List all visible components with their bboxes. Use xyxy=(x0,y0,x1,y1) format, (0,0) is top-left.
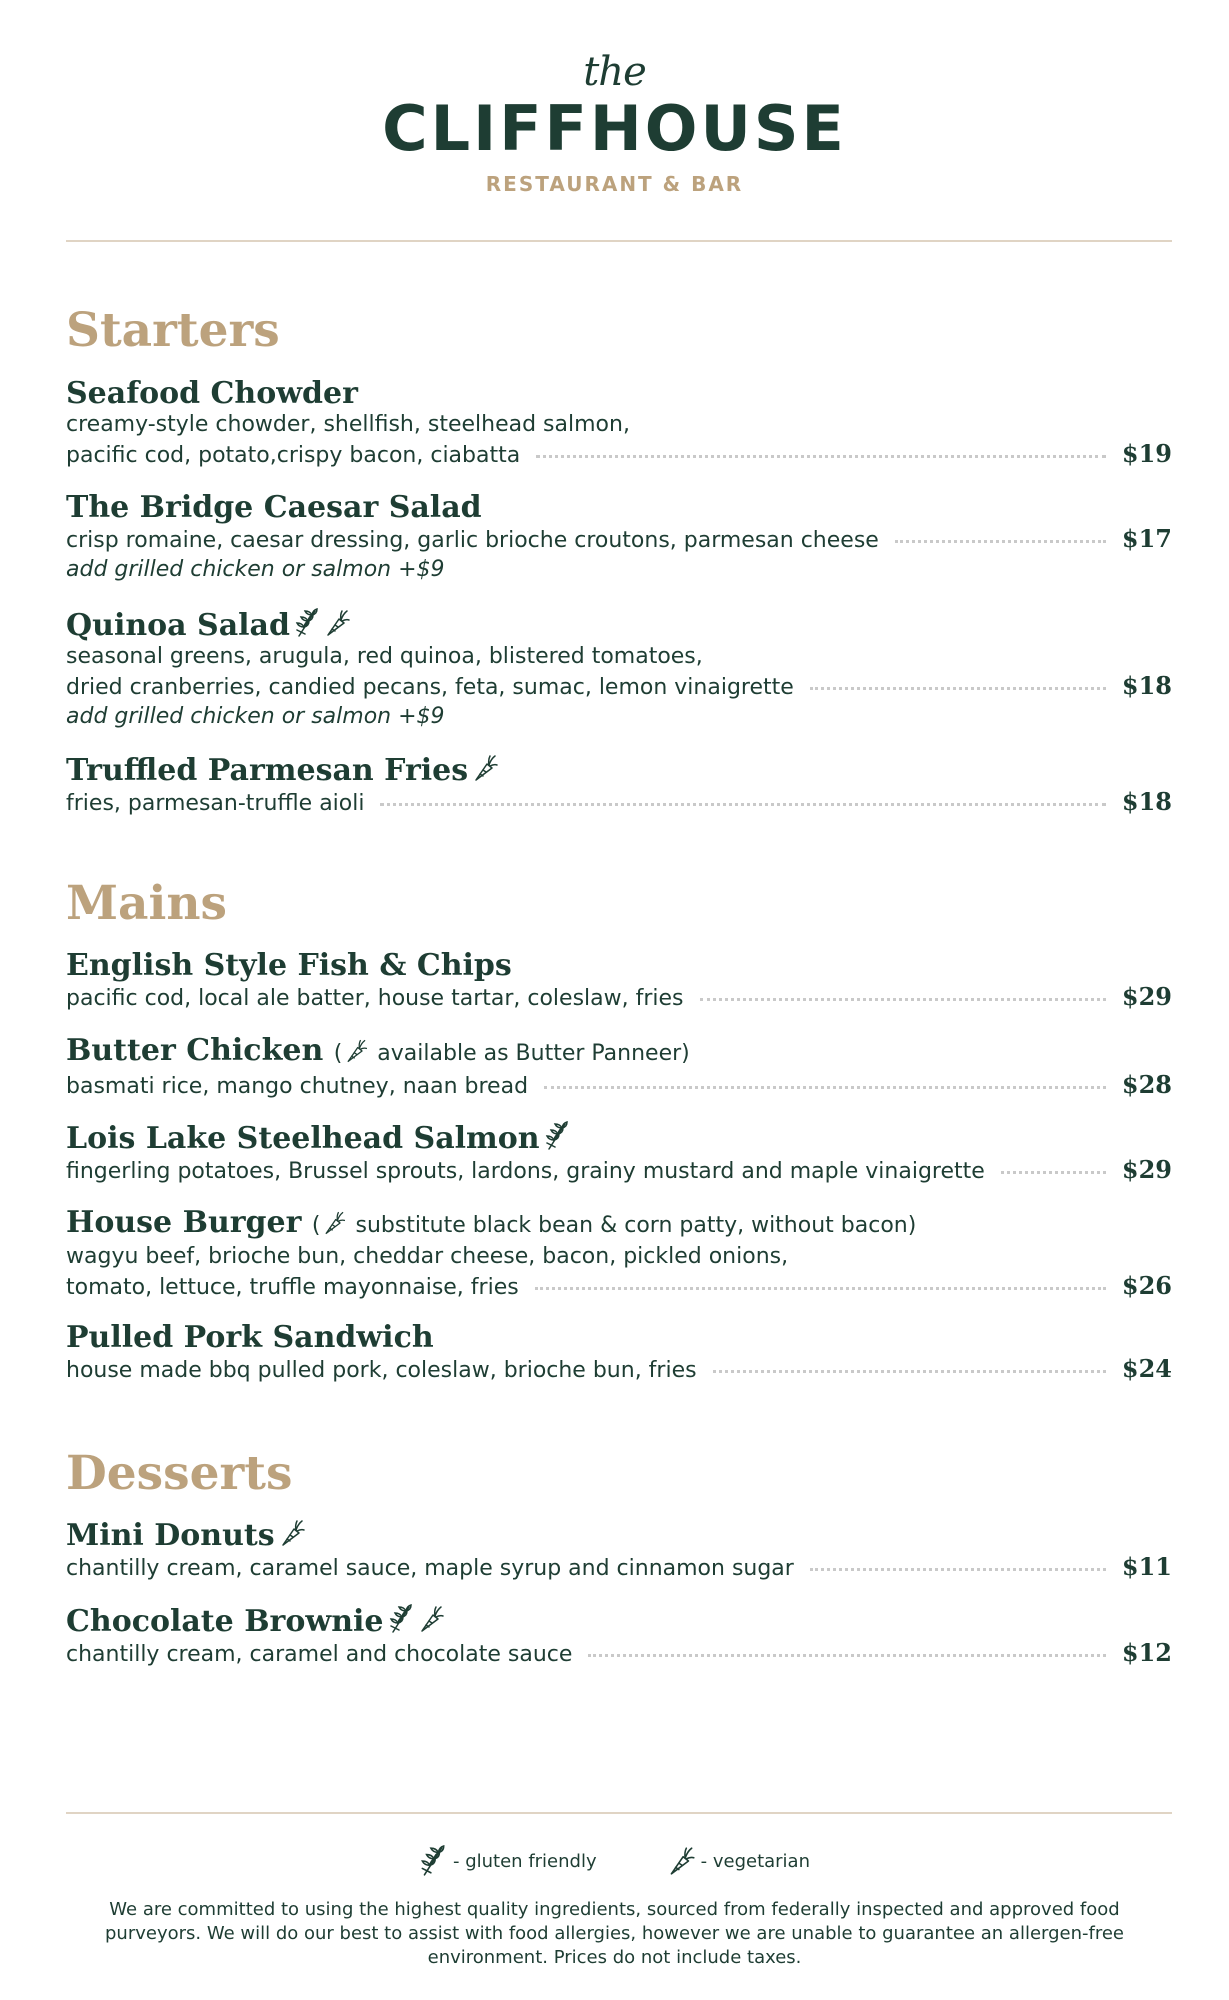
item-name: Lois Lake Steelhead Salmon xyxy=(66,1121,540,1156)
item-note-open: ( xyxy=(311,1213,321,1238)
item-description: chantilly cream, caramel and chocolate sauce xyxy=(66,1642,573,1667)
item-note-open: ( xyxy=(333,1041,343,1066)
item-price: $12 xyxy=(1121,1638,1172,1667)
legend-label: - vegetarian xyxy=(700,1850,810,1872)
item-name: Quinoa Salad xyxy=(66,608,290,643)
gluten-friendly-icon xyxy=(419,1845,447,1877)
item-name: Chocolate Brownie xyxy=(66,1604,384,1639)
item-price: $18 xyxy=(1121,787,1172,816)
allergy-disclaimer: We are committed to using the highest quality ingredients, sourced from federally inspected and approved food purveyors. We will do our best to assist with food allergies, however we are unable to guarantee an allergen-free environment. Prices do not include taxes. xyxy=(104,1899,1124,1968)
item-price: $19 xyxy=(1121,439,1172,468)
item-price: $29 xyxy=(1121,982,1172,1011)
item-note: substitute black bean & corn patty, without bacon) xyxy=(348,1213,917,1238)
legend-label: - gluten friendly xyxy=(453,1850,597,1872)
menu-item-butter-chicken xyxy=(66,1035,1172,1101)
item-name: Truffled Parmesan Fries xyxy=(66,753,469,788)
menu-item-mini-donuts xyxy=(66,1518,1172,1583)
item-price: $26 xyxy=(1121,1271,1172,1300)
menu-item-caesar-salad xyxy=(66,492,1172,584)
vegetarian-icon xyxy=(344,1038,368,1064)
dotted-leader xyxy=(588,1654,1105,1657)
item-name: The Bridge Caesar Salad xyxy=(66,490,482,525)
menu-item-steelhead-salmon xyxy=(66,1121,1172,1186)
item-name: Butter Chicken xyxy=(66,1033,324,1068)
item-price: $28 xyxy=(1121,1070,1172,1099)
item-description: tomato, lettuce, truffle mayonnaise, fries xyxy=(66,1275,519,1300)
dotted-leader xyxy=(536,455,1106,458)
dotted-leader xyxy=(700,998,1106,1001)
item-price: $24 xyxy=(1121,1354,1172,1383)
dotted-leader xyxy=(380,803,1105,806)
dietary-legend xyxy=(0,1845,1229,1877)
vegetarian-icon xyxy=(279,1518,305,1548)
vegetarian-icon xyxy=(418,1604,444,1634)
item-note: available as Butter Panneer) xyxy=(370,1041,690,1066)
logo-subtitle: RESTAURANT & BAR xyxy=(485,172,744,196)
menu-item-seafood-chowder xyxy=(66,378,1172,470)
dotted-leader xyxy=(1001,1171,1106,1174)
item-description: crisp romaine, caesar dressing, garlic brioche croutons, parmesan cheese xyxy=(66,528,879,553)
section-title-starters: Starters xyxy=(66,303,280,358)
logo-the-script: the xyxy=(583,49,646,95)
item-name: House Burger xyxy=(66,1205,302,1240)
item-name: Mini Donuts xyxy=(66,1518,275,1553)
item-name: Seafood Chowder xyxy=(66,376,358,411)
gluten-friendly-icon xyxy=(294,608,320,638)
item-price: $11 xyxy=(1121,1552,1172,1581)
dotted-leader xyxy=(713,1370,1106,1373)
gluten-friendly-icon xyxy=(388,1604,414,1634)
section-title-desserts: Desserts xyxy=(66,1446,293,1501)
vegetarian-icon xyxy=(324,608,350,638)
menu-item-truffled-fries xyxy=(66,753,1172,818)
footer-divider xyxy=(66,1812,1172,1814)
item-description: pacific cod, potato,crispy bacon, ciabatta xyxy=(66,443,521,468)
section-title-mains: Mains xyxy=(66,876,227,931)
dotted-leader xyxy=(535,1287,1106,1290)
item-name: English Style Fish & Chips xyxy=(66,948,512,983)
dotted-leader xyxy=(810,687,1106,690)
item-description: fingerling potatoes, Brussel sprouts, lardons, grainy mustard and maple vinaigrette xyxy=(66,1159,985,1184)
gluten-friendly-icon xyxy=(544,1121,570,1151)
item-description: dried cranberries, candied pecans, feta, sumac, lemon vinaigrette xyxy=(66,675,794,700)
item-description: creamy-style chowder, shellfish, steelhead salmon, xyxy=(66,412,630,437)
item-price: $18 xyxy=(1121,671,1172,700)
menu-item-quinoa-salad xyxy=(66,608,1172,731)
item-addon: add grilled chicken or salmon +$9 xyxy=(66,704,445,729)
vegetarian-icon xyxy=(322,1210,346,1236)
item-description: wagyu beef, brioche bun, cheddar cheese, bacon, pickled onions, xyxy=(66,1244,789,1269)
item-description: fries, parmesan-truffle aioli xyxy=(66,791,365,816)
menu-item-fish-and-chips xyxy=(66,950,1172,1013)
menu-item-chocolate-brownie xyxy=(66,1604,1172,1669)
dotted-leader xyxy=(895,540,1106,543)
menu-item-pulled-pork xyxy=(66,1322,1172,1385)
vegetarian-icon xyxy=(667,1845,695,1877)
restaurant-logo xyxy=(0,49,1229,196)
item-description: house made bbq pulled pork, coleslaw, brioche bun, fries xyxy=(66,1358,697,1383)
vegetarian-icon xyxy=(472,753,498,783)
item-price: $29 xyxy=(1121,1155,1172,1184)
item-description: basmati rice, mango chutney, naan bread xyxy=(66,1074,529,1099)
item-description: pacific cod, local ale batter, house tartar, coleslaw, fries xyxy=(66,986,684,1011)
item-description: seasonal greens, arugula, red quinoa, blistered tomatoes, xyxy=(66,644,703,669)
item-price: $17 xyxy=(1121,524,1172,553)
dotted-leader xyxy=(544,1086,1106,1089)
logo-wordmark: CLIFFHOUSE xyxy=(382,92,847,165)
item-name: Pulled Pork Sandwich xyxy=(66,1320,434,1355)
header-divider xyxy=(66,240,1172,242)
item-description: chantilly cream, caramel sauce, maple syrup and cinnamon sugar xyxy=(66,1556,794,1581)
legend-gluten-friendly xyxy=(419,1845,597,1877)
dotted-leader xyxy=(810,1568,1106,1571)
item-addon: add grilled chicken or salmon +$9 xyxy=(66,557,445,582)
menu-item-house-burger xyxy=(66,1207,1172,1302)
legend-vegetarian xyxy=(667,1845,810,1877)
